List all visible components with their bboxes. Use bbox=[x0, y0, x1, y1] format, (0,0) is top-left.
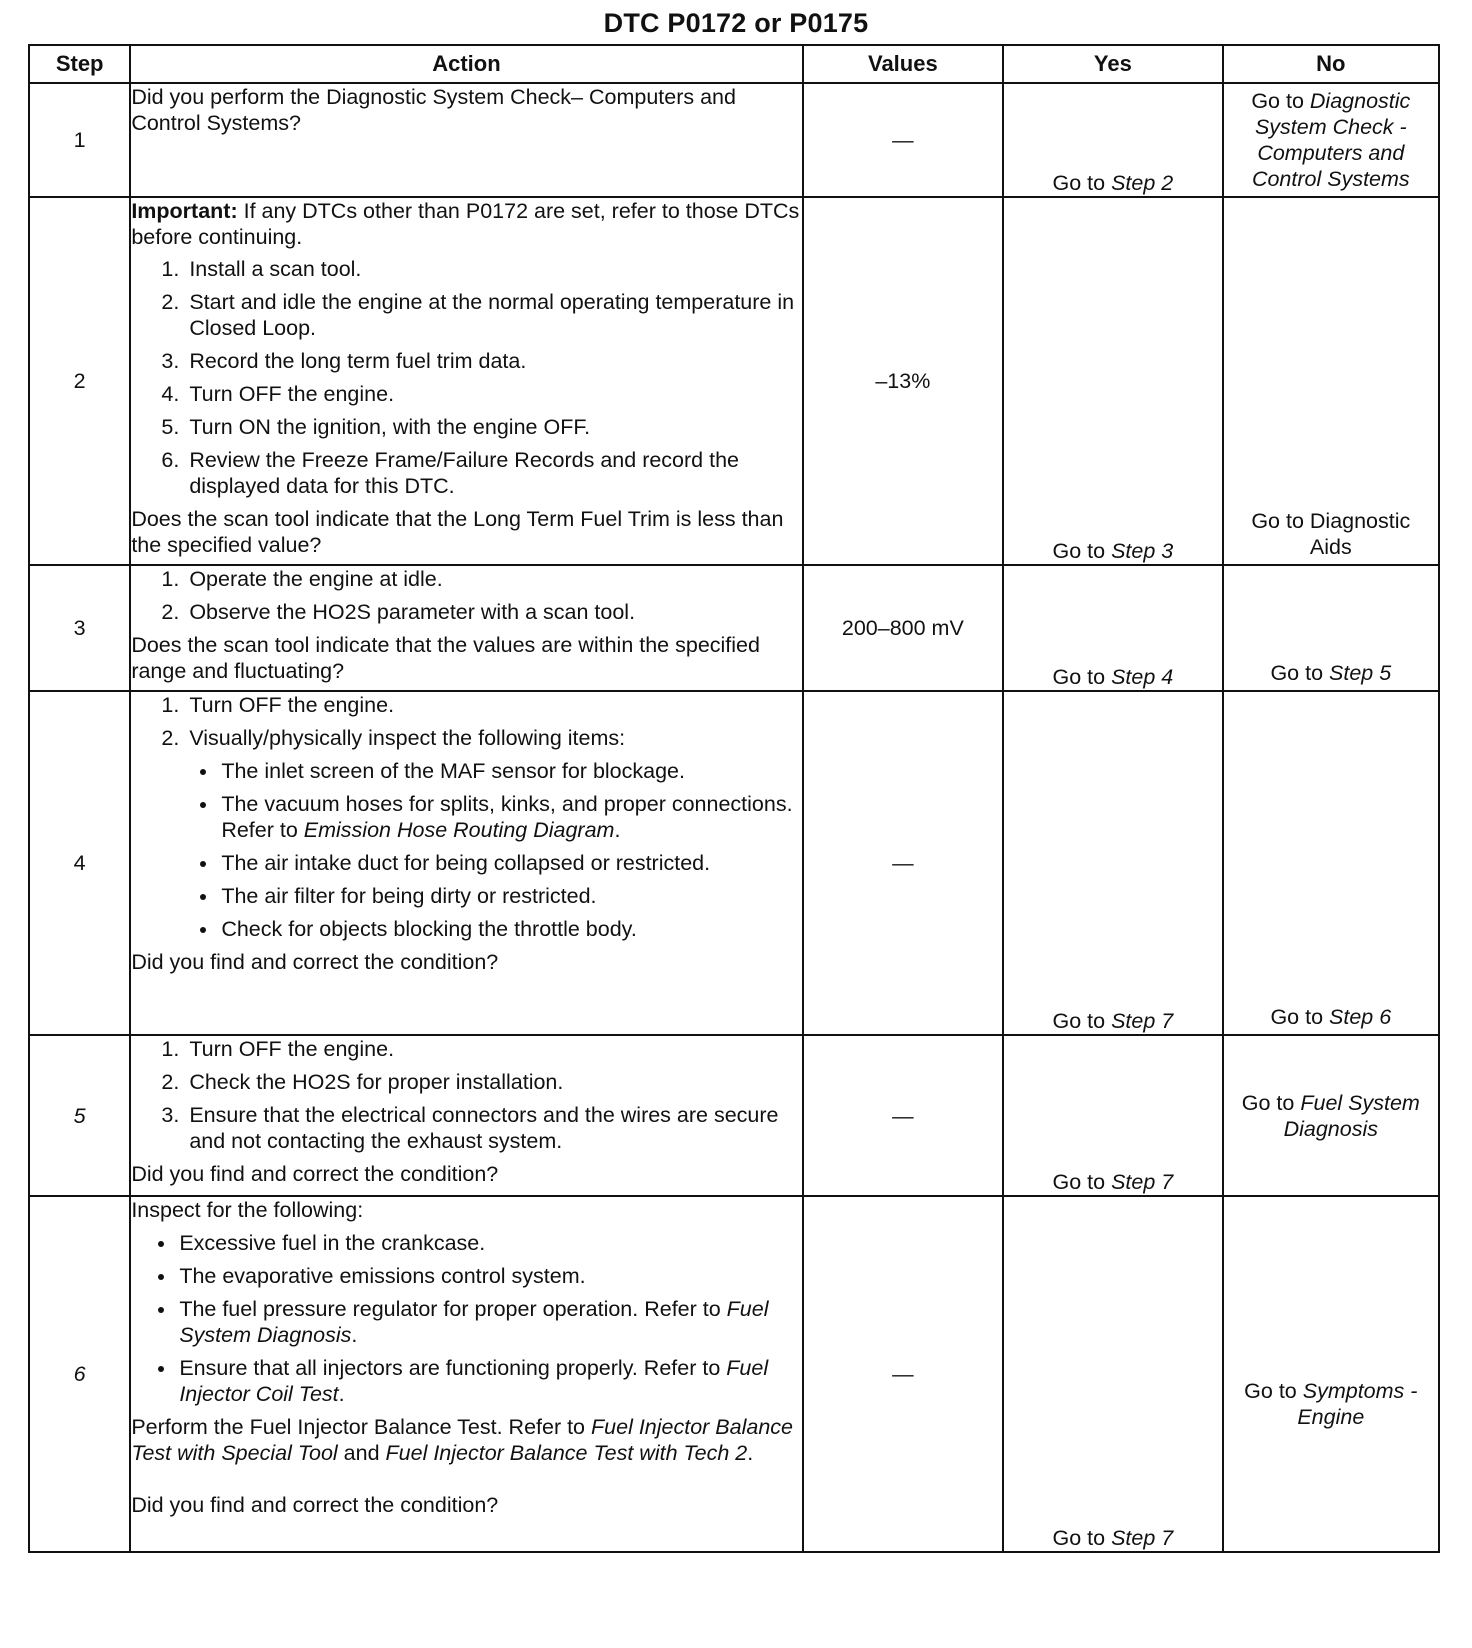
yes-link[interactable]: Step 4 bbox=[1111, 665, 1174, 689]
action-question: Did you find and correct the condition? bbox=[131, 950, 499, 974]
list-item: 6. Review the Freeze Frame/Failure Records and record the displayed data for this DTC. bbox=[185, 447, 801, 499]
table-row-step-4 bbox=[29, 691, 1439, 1035]
table-row-step-1 bbox=[29, 83, 1439, 197]
list-item: 2. Check the HO2S for proper installation. bbox=[185, 1069, 801, 1095]
reference-link[interactable]: Fuel Injector Balance Test with Special Tool bbox=[131, 1415, 793, 1465]
no-cell bbox=[1223, 1035, 1439, 1196]
no-prefix: Go to bbox=[1241, 1090, 1295, 1115]
bullet-item: • Excessive fuel in the crankcase. bbox=[177, 1230, 801, 1256]
bullet-list bbox=[131, 758, 801, 942]
numbered-list bbox=[131, 256, 801, 499]
list-item: 3. Record the long term fuel trim data. bbox=[185, 348, 801, 374]
bullet-item: • Check for objects blocking the throttle body. bbox=[219, 916, 801, 942]
yes-prefix: Go to bbox=[1052, 1526, 1106, 1550]
value-cell: 200–800 mV bbox=[803, 565, 1004, 691]
yes-prefix: Go to bbox=[1052, 665, 1106, 689]
important-note bbox=[131, 198, 801, 250]
bullet-item: • The air filter for being dirty or restricted. bbox=[219, 883, 801, 909]
step-number: 1 bbox=[29, 83, 130, 197]
no-link[interactable]: Fuel System Diagnosis bbox=[1283, 1090, 1420, 1141]
bullet-list bbox=[131, 1230, 801, 1407]
action-question: Did you find and correct the condition? bbox=[131, 1493, 499, 1517]
bullet-text: Ensure that all injectors are functioning properly. Refer to bbox=[179, 1356, 721, 1380]
step-number: 2 bbox=[29, 197, 130, 565]
list-item: 2. Start and idle the engine at the normal operating temperature in Closed Loop. bbox=[185, 289, 801, 341]
action-question: Did you find and correct the condition? bbox=[131, 1162, 499, 1186]
yes-cell bbox=[1003, 1196, 1223, 1552]
yes-cell bbox=[1003, 691, 1223, 1035]
header-step: Step bbox=[29, 45, 130, 83]
perform-and: and bbox=[343, 1441, 380, 1465]
list-item: 3. Ensure that the electrical connectors and the wires are secure and not contacting the exhaust system. bbox=[185, 1102, 801, 1154]
value-cell: — bbox=[803, 1196, 1004, 1552]
list-item: 1. Turn OFF the engine. bbox=[185, 692, 801, 718]
bullet-item: • The inlet screen of the MAF sensor for blockage. bbox=[219, 758, 801, 784]
action-cell bbox=[130, 691, 802, 1035]
step-number: 6 bbox=[29, 1196, 130, 1552]
action-cell bbox=[130, 83, 802, 197]
list-item: 1. Turn OFF the engine. bbox=[185, 1036, 801, 1062]
header-action: Action bbox=[130, 45, 802, 83]
step-number: 4 bbox=[29, 691, 130, 1035]
list-item: 1. Install a scan tool. bbox=[185, 256, 801, 282]
important-text: If any DTCs other than P0172 are set, refer to those DTCs before continuing. bbox=[131, 199, 800, 249]
yes-prefix: Go to bbox=[1052, 1170, 1106, 1194]
bullet-item: • Ensure that all injectors are functioning properly. Refer to Fuel Injector Coil Test. bbox=[177, 1355, 801, 1407]
table-row-step-6 bbox=[29, 1196, 1439, 1552]
header-yes: Yes bbox=[1003, 45, 1223, 83]
no-link[interactable]: Symptoms - Engine bbox=[1297, 1379, 1418, 1429]
header-values: Values bbox=[803, 45, 1004, 83]
yes-cell bbox=[1003, 1035, 1223, 1196]
action-cell bbox=[130, 565, 802, 691]
yes-link[interactable]: Step 2 bbox=[1111, 171, 1174, 195]
reference-link[interactable]: Fuel Injector Coil Test bbox=[179, 1356, 769, 1406]
bullet-item: • The air intake duct for being collapsed or restricted. bbox=[219, 850, 801, 876]
table-row-step-2 bbox=[29, 197, 1439, 565]
no-prefix: Go to bbox=[1244, 1379, 1297, 1403]
yes-prefix: Go to bbox=[1052, 1009, 1106, 1033]
yes-link[interactable]: Step 3 bbox=[1111, 539, 1174, 563]
list-item: 1. Operate the engine at idle. bbox=[185, 566, 801, 592]
no-prefix: Go to bbox=[1251, 89, 1304, 113]
perform-text: Perform the Fuel Injector Balance Test. Refer to bbox=[131, 1415, 586, 1439]
action-cell bbox=[130, 1196, 802, 1552]
action-question: Did you perform the Diagnostic System Check– Computers and Control Systems? bbox=[131, 85, 736, 135]
perform-instruction: Perform the Fuel Injector Balance Test. Refer to Fuel Injector Balance Test with Special Tool and Fuel Injector Balance Test with Tech 2. bbox=[131, 1415, 793, 1465]
yes-link[interactable]: Step 7 bbox=[1111, 1009, 1174, 1033]
action-cell bbox=[130, 197, 802, 565]
reference-link[interactable]: Emission Hose Routing Diagram bbox=[303, 818, 615, 842]
table-row-step-3 bbox=[29, 565, 1439, 691]
value-cell: — bbox=[803, 1035, 1004, 1196]
no-link[interactable]: Go to Diagnostic Aids bbox=[1251, 509, 1411, 559]
list-item: 5. Turn ON the ignition, with the engine OFF. bbox=[185, 414, 801, 440]
no-cell bbox=[1223, 565, 1439, 691]
list-item: 4. Turn OFF the engine. bbox=[185, 381, 801, 407]
yes-cell bbox=[1003, 83, 1223, 197]
reference-link[interactable]: Fuel System Diagnosis bbox=[179, 1297, 769, 1347]
no-prefix: Go to bbox=[1270, 1005, 1324, 1029]
bullet-item: • The fuel pressure regulator for proper operation. Refer to Fuel System Diagnosis. bbox=[177, 1296, 801, 1348]
action-question: Does the scan tool indicate that the Long Term Fuel Trim is less than the specified value? bbox=[131, 507, 784, 557]
no-prefix: Go to bbox=[1270, 661, 1324, 685]
step-number: 5 bbox=[29, 1035, 130, 1196]
action-question: Does the scan tool indicate that the values are within the specified range and fluctuating? bbox=[131, 633, 760, 683]
no-link[interactable]: Diagnostic System Check - Computers and Control Systems bbox=[1251, 89, 1411, 191]
bullet-item: • The evaporative emissions control system. bbox=[177, 1263, 801, 1289]
value-cell: –13% bbox=[803, 197, 1004, 565]
diagnostic-table bbox=[28, 44, 1440, 1553]
table-row-step-5 bbox=[29, 1035, 1439, 1196]
bullet-text: The fuel pressure regulator for proper operation. Refer to bbox=[179, 1297, 721, 1321]
list-item: 2. Visually/physically inspect the following items: bbox=[185, 725, 801, 751]
yes-link[interactable]: Step 7 bbox=[1111, 1526, 1174, 1550]
action-cell bbox=[130, 1035, 802, 1196]
yes-cell bbox=[1003, 565, 1223, 691]
numbered-list bbox=[131, 1036, 801, 1154]
step-number: 3 bbox=[29, 565, 130, 691]
no-cell bbox=[1223, 1196, 1439, 1552]
reference-link[interactable]: Fuel Injector Balance Test with Tech 2 bbox=[385, 1441, 748, 1465]
yes-prefix: Go to bbox=[1052, 539, 1106, 563]
header-no: No bbox=[1223, 45, 1439, 83]
numbered-list bbox=[131, 566, 801, 625]
yes-prefix: Go to bbox=[1052, 171, 1106, 195]
value-cell: — bbox=[803, 83, 1004, 197]
bullet-text: The vacuum hoses for splits, kinks, and proper connections. Refer to bbox=[221, 792, 793, 842]
bullet-item: • The vacuum hoses for splits, kinks, and proper connections. Refer to Emission Hose Routing Diagram. bbox=[219, 791, 801, 843]
no-link[interactable]: Step 5 bbox=[1329, 661, 1392, 685]
header-row bbox=[29, 45, 1439, 83]
list-item: 2. Observe the HO2S parameter with a scan tool. bbox=[185, 599, 801, 625]
no-cell bbox=[1223, 691, 1439, 1035]
no-cell bbox=[1223, 83, 1439, 197]
value-cell: — bbox=[803, 691, 1004, 1035]
action-intro: Inspect for the following: bbox=[131, 1198, 364, 1222]
important-label: Important: bbox=[131, 199, 238, 223]
no-link[interactable]: Step 6 bbox=[1329, 1005, 1392, 1029]
no-cell bbox=[1223, 197, 1439, 565]
numbered-list bbox=[131, 692, 801, 751]
yes-cell bbox=[1003, 197, 1223, 565]
yes-link[interactable]: Step 7 bbox=[1111, 1170, 1174, 1194]
page-title: DTC P0172 or P0175 bbox=[603, 8, 869, 38]
